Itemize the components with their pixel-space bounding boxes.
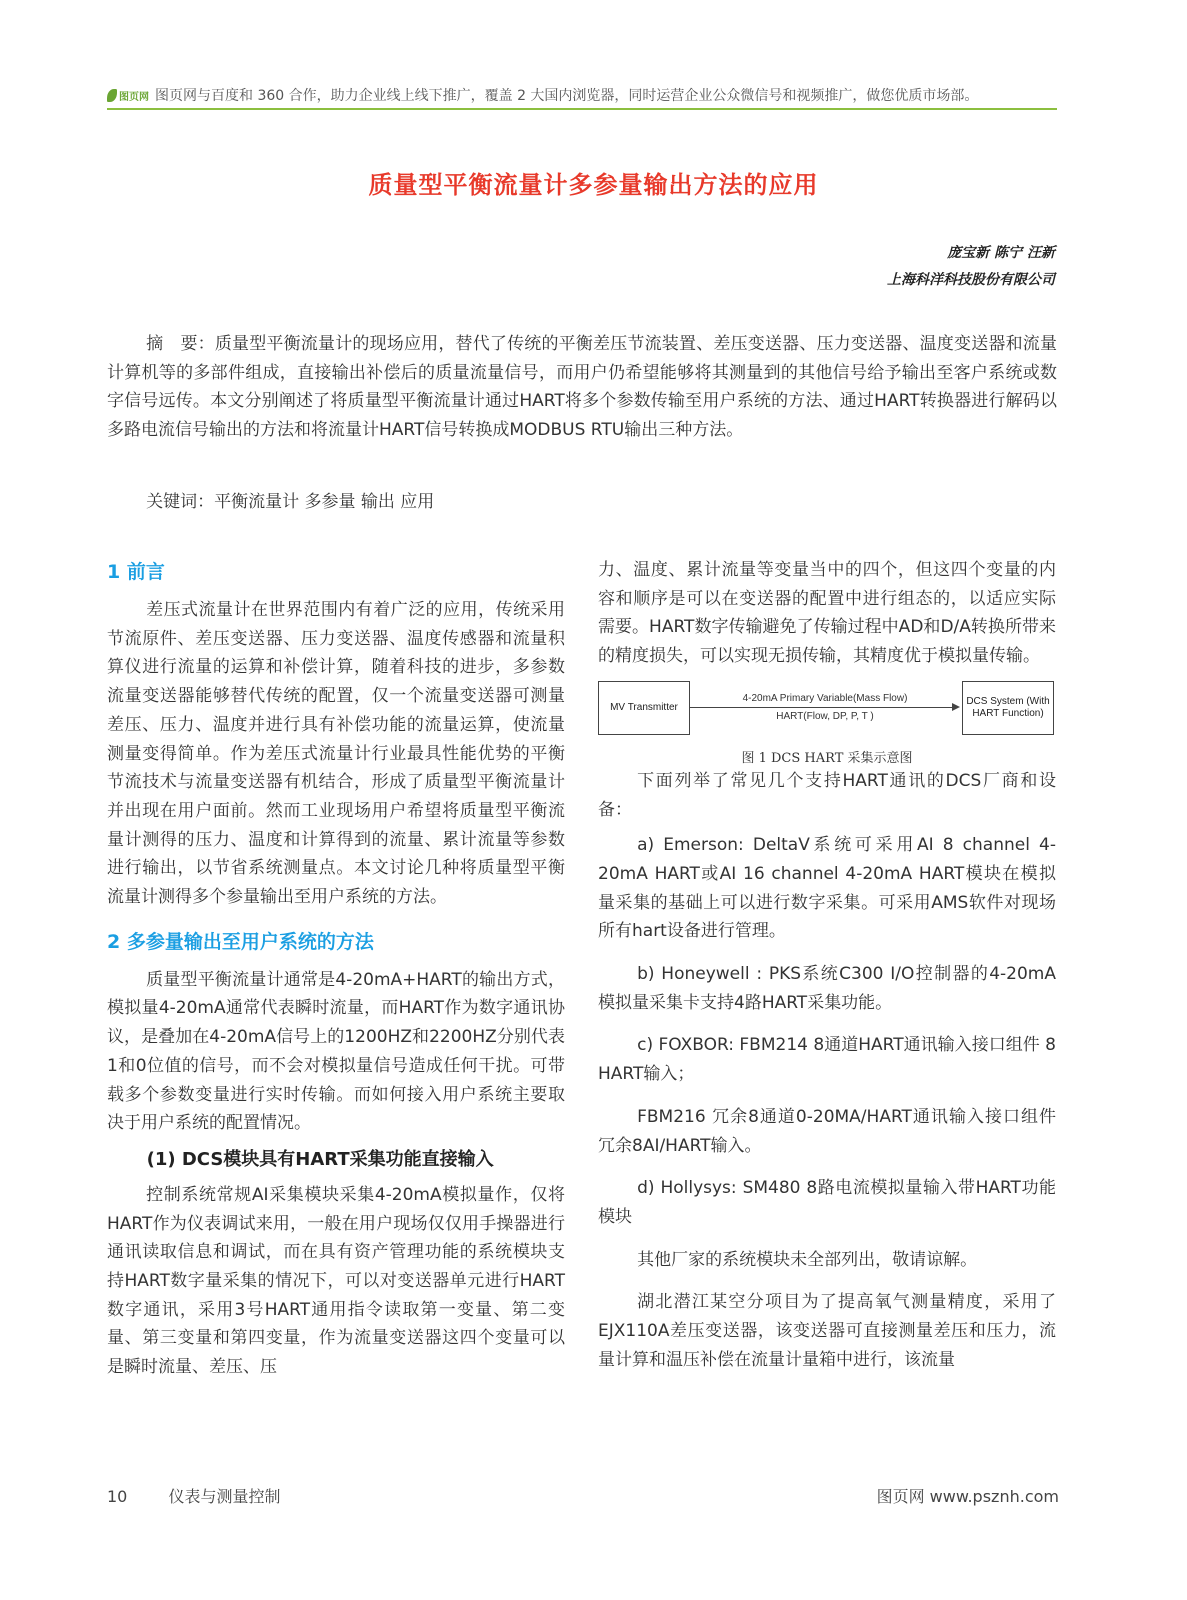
- mv-transmitter-box: MV Transmitter: [598, 681, 690, 735]
- page-header: [107, 82, 1057, 110]
- paragraph: 控制系统常规AI采集模块采集4-20mA模拟量作，仅将HART作为仪表调试来用，一般在用户现场仅仅用手操器进行通讯读取信息和调试，而在具有资产管理功能的系统模块支持HART数字量采集的情况下，可以对变送器单元进行HART数字通讯，采用3号HART通用指令读取第一变量、第二变量、第三变量和第四变量，作为流量变送器这四个变量可以是瞬时流量、差压、压: [107, 1184, 565, 1378]
- paragraph: 其他厂家的系统模块未全部列出，敬请谅解。: [637, 1249, 978, 1270]
- author-block: [887, 240, 1055, 294]
- paragraph: 差压式流量计在世界范围内有着广泛的应用，传统采用节流原件、差压变送器、压力变送器、温度传感器和流量积算仪进行流量的运算和补偿计算，随着科技的进步，多参数流量变送器能够替代传统的配置，仅一个流量变送器可测量差压、压力、温度并进行具有补偿功能的流量运算，使流量测量变得简单。作为差压式流量计行业最具性能优势的平衡节流技术与流量变送器有机结合，形成了质量型平衡流量计并出现在用户面前。然而工业现场用户希望将质量型平衡流量计测得的压力、温度和计算得到的流量、累计流量等参数进行输出，以节省系统测量点。本文讨论几种将质量型平衡流量计测得多个参量输出至用户系统的方法。: [107, 600, 565, 908]
- right-column: [598, 556, 1056, 1388]
- paragraph: 质量型平衡流量计通常是4-20mA+HART的输出方式，模拟量4-20mA通常代表瞬时流量，而HART作为数字通讯协议，是叠加在4-20mA信号上的1200HZ和2200HZ分别代表1和0位值的信号，而不会对模拟量信号造成任何干扰。可带载多个参数变量进行实时传输。而如何接入用户系统主要取决于用户系统的配置情况。: [107, 969, 565, 1134]
- keywords: 关键词：平衡流量计 多参量 输出 应用: [146, 492, 435, 512]
- list-item: a) Emerson: DeltaV系统可采用AI 8 channel 4-20mA HART或AI 16 channel 4-20mA HART模块在模拟量采集的基础上可以进行数字采集。可采用AMS软件对现场所有hart设备进行管理。: [598, 835, 1056, 942]
- section-heading: 1 前言: [107, 561, 165, 583]
- list-item: FBM216 冗余8通道0-20MA/HART通讯输入接口组件 冗余8AI/HART输入。: [598, 1106, 1056, 1156]
- paragraph: 力、温度、累计流量等变量当中的四个，但这四个变量的内容和顺序是可以在变送器的配置中进行组态的，以适应实际需要。HART数字传输避免了传输过程中AD和D/A转换所带来的精度损失，可以实现无损传输，其精度优于模拟量传输。: [598, 560, 1056, 667]
- dcs-system-box: DCS System (With HART Function): [962, 681, 1054, 735]
- site-logo: [107, 88, 149, 103]
- paragraph: 湖北潜江某空分项目为了提高氧气测量精度，采用了EJX110A差压变送器，该变送器可直接测量差压和压力，流量计算和温压补偿在流量计量箱中进行，该流量: [598, 1292, 1056, 1370]
- footer-left: [107, 1484, 316, 1507]
- leaf-icon: [107, 89, 117, 102]
- subsection-heading: (1) DCS模块具有HART采集功能直接输入: [146, 1148, 494, 1170]
- author-names: 庞宝新 陈宁 汪新: [947, 245, 1055, 261]
- left-column: [107, 556, 565, 1396]
- abstract: 摘 要：质量型平衡流量计的现场应用，替代了传统的平衡差压节流装置、差压变送器、压力变送器、温度变送器和流量计算机等的多部件组成，直接输出补偿后的质量流量信号，而用户仍希望能够将其测量到的其他信号给予输出至客户系统或数字信号远传。本文分别阐述了将质量型平衡流量计通过HART将多个参数传输至用户系统的方法、通过HART转换器进行解码以多路电流信号输出的方法和将流量计HART信号转换成MODBUS RTU输出三种方法。: [107, 334, 1057, 440]
- arrow-label-top: 4-20mA Primary Variable(Mass Flow): [742, 692, 908, 704]
- affiliation: 上海科洋科技股份有限公司: [887, 272, 1055, 288]
- signal-arrow: [690, 707, 952, 708]
- arrow-label-bottom: HART(Flow, DP, P, T ): [776, 710, 874, 722]
- figure-caption: 图 1 DCS HART 采集示意图: [741, 750, 913, 766]
- list-item: c) FOXBOR: FBM214 8通道HART通讯输入接口组件 8 HART输入；: [598, 1035, 1056, 1085]
- logo-text: 图页网: [119, 91, 149, 103]
- page-footer: [107, 1484, 1059, 1507]
- page-number: 10: [107, 1487, 128, 1506]
- paragraph: 下面列举了常见几个支持HART通讯的DCS厂商和设备：: [598, 770, 1056, 820]
- header-banner: 图页网与百度和 360 合作，助力企业线上线下推广，覆盖 2 大国内浏览器，同时运营企业公众微信号和视频推广，做您优质市场部。: [155, 88, 979, 104]
- footer-site: 图页网 www.psznh.com: [876, 1487, 1059, 1506]
- list-item: b) Honeywell : PKS系统C300 I/O控制器的4-20mA模拟量采集卡支持4路HART采集功能。: [598, 964, 1056, 1013]
- figure-1: [598, 681, 1056, 767]
- article-title: 质量型平衡流量计多参量输出方法的应用: [368, 171, 819, 199]
- section-heading: 2 多参量输出至用户系统的方法: [107, 930, 374, 953]
- list-item: d) Hollysys: SM480 8路电流模拟量输入带HART功能模块: [598, 1178, 1056, 1227]
- journal-name: 仪表与测量控制: [168, 1487, 281, 1506]
